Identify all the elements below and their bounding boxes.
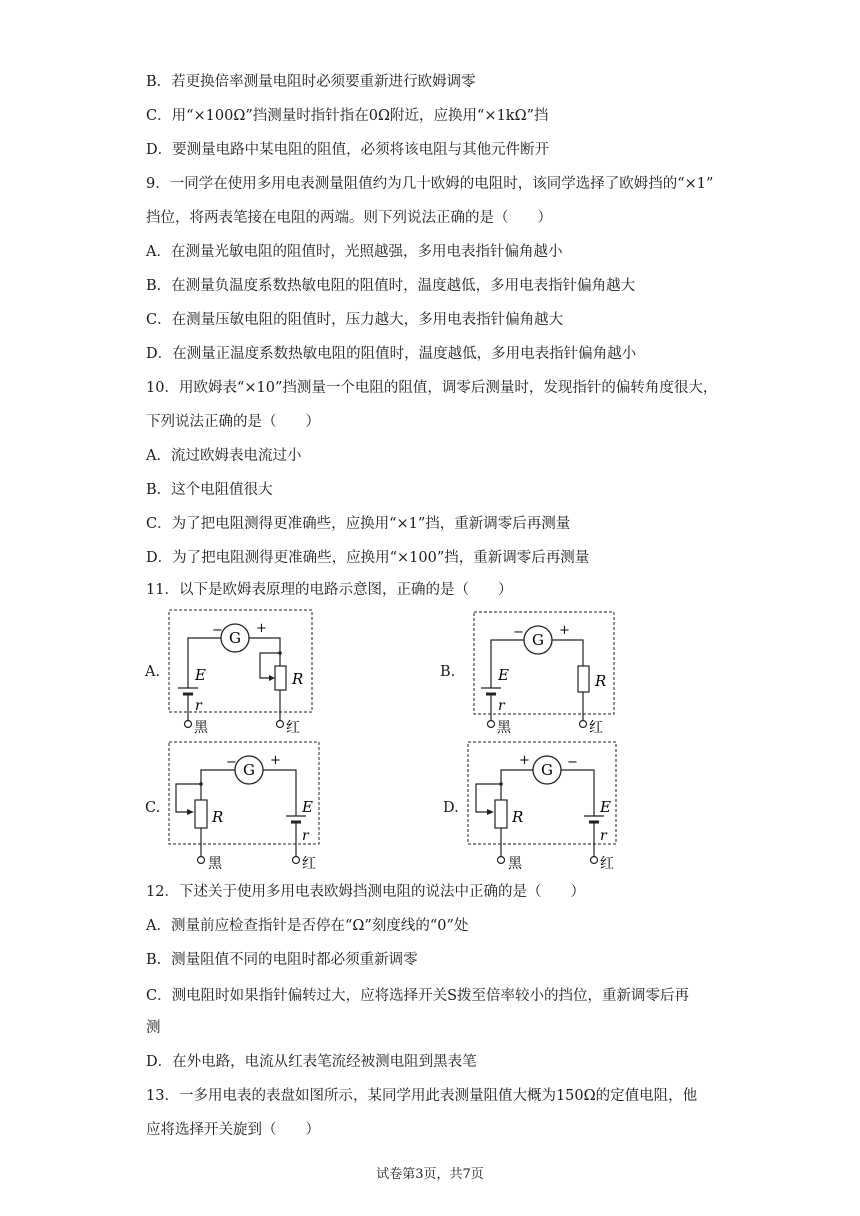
galvanometer-symbol (533, 756, 561, 784)
red-probe-label: 红 (286, 720, 300, 736)
option-12c-line1: C．测电阻时如果指针偏转过大，应将选择开关S拨至倍率较小的挡位，重新调零后再 (146, 988, 690, 1004)
minus-sign: − (212, 623, 223, 638)
black-probe-label: 黑 (508, 856, 522, 872)
option-10a: A．流过欧姆表电流过小 (146, 448, 302, 464)
resistor-label: R (292, 670, 304, 688)
circuit-c (168, 740, 328, 878)
option-8b: B．若更换倍率测量电阻时必须要重新进行欧姆调零 (146, 74, 476, 90)
circuit-d-label: D. (443, 800, 459, 816)
option-8c: C．用“×100Ω”挡测量时指针指在0Ω附近，应换用“×1kΩ”挡 (146, 108, 549, 124)
red-probe-label: 红 (600, 856, 614, 872)
question-9-line1: 9．一同学在使用多用电表测量阻值约为几十欧姆的电阻时，该同学选择了欧姆挡的“×1” (146, 176, 714, 192)
galvanometer-label: G (243, 761, 255, 779)
question-10-line2: 下列说法正确的是（ ） (146, 414, 320, 430)
question-13-line1: 13．一多用电表的表盘如图所示，某同学用此表测量阻值大概为150Ω的定值电阻，他 (146, 1088, 698, 1104)
question-11: 11．以下是欧姆表原理的电路示意图，正确的是（ ） (146, 582, 513, 598)
red-probe-label: 红 (302, 856, 316, 872)
option-9a: A．在测量光敏电阻的阻值时，光照越强，多用电表指针偏角越小 (146, 244, 563, 260)
plus-sign: + (559, 623, 570, 638)
circuit-b (473, 610, 621, 744)
page-footer: 试卷第3页，共7页 (376, 1167, 484, 1182)
emf-label: E (600, 798, 611, 816)
black-probe-label: 黑 (194, 720, 208, 736)
option-10b: B．这个电阻值很大 (146, 482, 273, 498)
option-9b: B．在测量负温度系数热敏电阻的阻值时，温度越低，多用电表指针偏角越大 (146, 278, 636, 294)
minus-sign: − (226, 755, 237, 770)
option-12c-line2: 测 (146, 1020, 161, 1036)
option-9d: D．在测量正温度系数热敏电阻的阻值时，温度越低，多用电表指针偏角越小 (146, 346, 637, 362)
option-12d: D．在外电路，电流从红表笔流经被测电阻到黑表笔 (146, 1054, 477, 1070)
question-12: 12．下述关于使用多用电表欧姆挡测电阻的说法中正确的是（ ） (146, 884, 585, 900)
option-8d: D．要测量电路中某电阻的阻值，必须将该电阻与其他元件断开 (146, 142, 550, 158)
resistor-label: R (212, 808, 224, 826)
galvanometer-symbol (524, 626, 552, 654)
internal-resistance-label: r (195, 698, 202, 714)
plus-sign: + (256, 621, 267, 636)
galvanometer-symbol (235, 756, 263, 784)
option-12a: A．测量前应检查指针是否停在“Ω”刻度线的“0”处 (146, 918, 469, 934)
internal-resistance-label: r (600, 828, 607, 844)
red-probe-label: 红 (589, 720, 603, 736)
option-12b: B．测量阻值不同的电阻时都必须重新调零 (146, 952, 418, 968)
option-9c: C．在测量压敏电阻的阻值时，压力越大，多用电表指针偏角越大 (146, 312, 564, 328)
plus-sign: + (519, 753, 530, 768)
galvanometer-symbol (221, 624, 249, 652)
resistor-label: R (512, 808, 524, 826)
galvanometer-label: G (532, 631, 544, 649)
emf-label: E (498, 666, 509, 684)
galvanometer-label: G (541, 761, 553, 779)
internal-resistance-label: r (302, 828, 309, 844)
emf-label: E (195, 666, 206, 684)
circuit-b-label: B. (440, 664, 456, 680)
minus-sign: − (567, 755, 578, 770)
emf-label: E (302, 798, 313, 816)
plus-sign: + (270, 753, 281, 768)
internal-resistance-label: r (498, 698, 505, 714)
galvanometer-label: G (229, 629, 241, 647)
question-10-line1: 10．用欧姆表“×10”挡测量一个电阻的阻值，调零后测量时，发现指针的偏转角度很大， (146, 380, 718, 396)
circuit-a-label: A. (145, 664, 161, 680)
option-10d: D．为了把电阻测得更准确些，应换用“×100”挡，重新调零后再测量 (146, 550, 590, 566)
question-13-line2: 应将选择开关旋到（ ） (146, 1122, 320, 1138)
black-probe-label: 黑 (497, 720, 511, 736)
minus-sign: − (513, 625, 524, 640)
circuit-a (168, 608, 316, 742)
circuit-d (467, 740, 627, 878)
resistor-label: R (595, 672, 607, 690)
option-10c: C．为了把电阻测得更准确些，应换用“×1”挡，重新调零后再测量 (146, 516, 571, 532)
question-9-line2: 挡位，将两表笔接在电阻的两端。则下列说法正确的是（ ） (146, 210, 552, 226)
circuit-c-label: C. (145, 800, 161, 816)
black-probe-label: 黑 (208, 856, 222, 872)
